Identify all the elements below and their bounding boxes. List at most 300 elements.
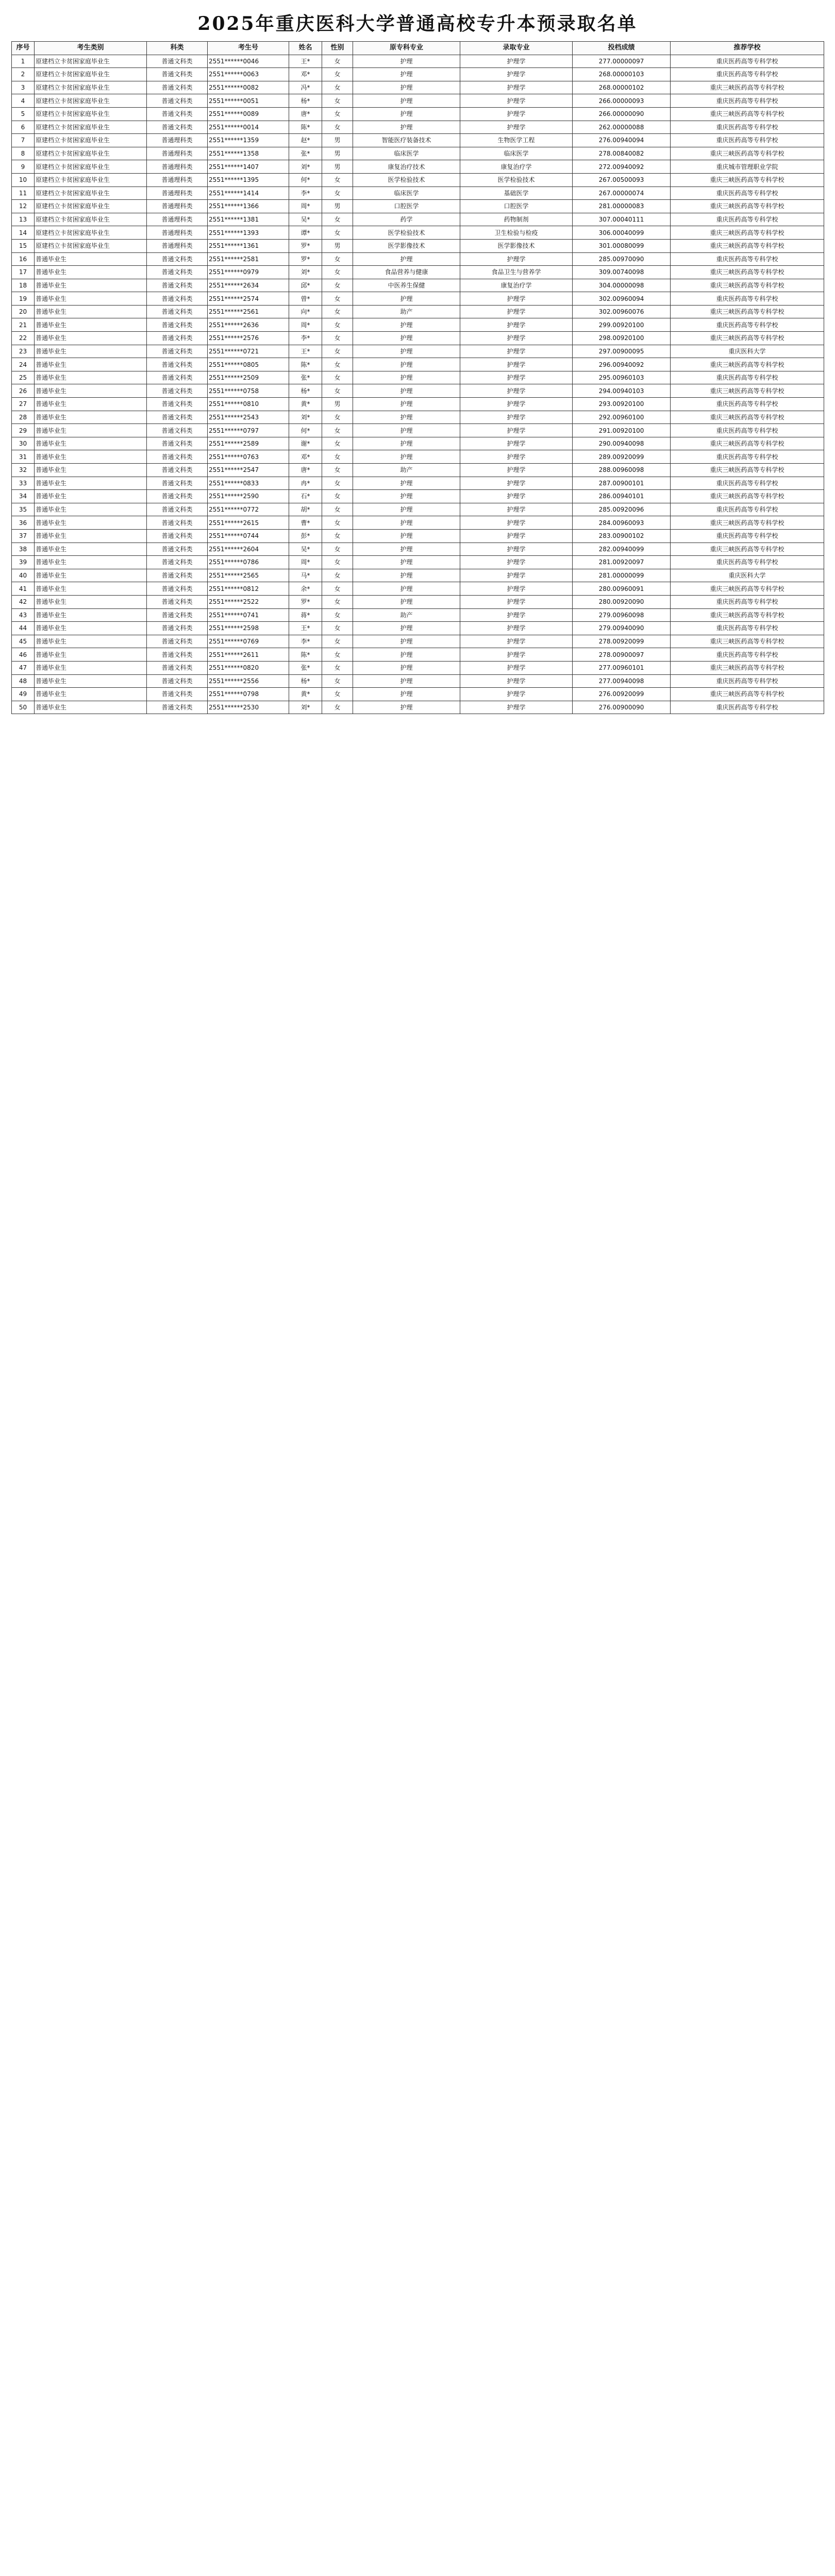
cell-orig-major: 护理 <box>353 384 460 398</box>
cell-school: 重庆三峡医药高等专科学校 <box>671 384 824 398</box>
cell-index: 14 <box>12 226 35 240</box>
cell-index: 40 <box>12 569 35 582</box>
cell-score: 280.00960091 <box>573 582 671 596</box>
cell-subject-type: 普通文科类 <box>147 252 208 266</box>
cell-exam-id: 2551******0979 <box>208 266 289 279</box>
cell-score: 277.00000097 <box>573 55 671 68</box>
cell-index: 6 <box>12 121 35 134</box>
cell-admit-major: 护理学 <box>460 582 573 596</box>
column-header-orig-major: 原专科专业 <box>353 42 460 55</box>
cell-subject-type: 普通文科类 <box>147 279 208 292</box>
cell-name: 何* <box>289 173 322 187</box>
cell-index: 41 <box>12 582 35 596</box>
cell-score: 292.00960100 <box>573 411 671 424</box>
cell-admit-major: 护理学 <box>460 477 573 490</box>
cell-gender: 女 <box>322 608 353 622</box>
cell-admit-major: 护理学 <box>460 121 573 134</box>
cell-gender: 女 <box>322 384 353 398</box>
column-header-school: 推荐学校 <box>671 42 824 55</box>
cell-name: 陈* <box>289 648 322 662</box>
cell-gender: 女 <box>322 318 353 332</box>
cell-orig-major: 护理 <box>353 635 460 648</box>
cell-exam-id: 2551******0812 <box>208 582 289 596</box>
cell-index: 16 <box>12 252 35 266</box>
table-row <box>12 608 824 622</box>
cell-score: 302.00960076 <box>573 305 671 318</box>
cell-score: 281.00000099 <box>573 569 671 582</box>
cell-orig-major: 护理 <box>353 701 460 714</box>
cell-admit-major: 护理学 <box>460 358 573 371</box>
table-row <box>12 55 824 68</box>
cell-orig-major: 护理 <box>353 68 460 81</box>
cell-name: 何* <box>289 424 322 437</box>
cell-name: 赵* <box>289 134 322 147</box>
cell-index: 21 <box>12 318 35 332</box>
cell-score: 293.00920100 <box>573 398 671 411</box>
cell-gender: 男 <box>322 160 353 174</box>
cell-admit-major: 护理学 <box>460 490 573 503</box>
cell-subject-type: 普通文科类 <box>147 107 208 121</box>
cell-gender: 女 <box>322 477 353 490</box>
cell-school: 重庆三峡医药高等专科学校 <box>671 582 824 596</box>
table-row <box>12 635 824 648</box>
cell-school: 重庆医药高等专科学校 <box>671 701 824 714</box>
cell-name: 冯* <box>289 81 322 94</box>
cell-subject-type: 普通文科类 <box>147 345 208 358</box>
cell-gender: 女 <box>322 464 353 477</box>
cell-subject-type: 普通理科类 <box>147 147 208 160</box>
cell-name: 唐* <box>289 464 322 477</box>
cell-orig-major: 护理 <box>353 477 460 490</box>
cell-name: 张* <box>289 371 322 384</box>
cell-category: 普通毕业生 <box>35 411 147 424</box>
cell-score: 281.00920097 <box>573 556 671 569</box>
cell-gender: 女 <box>322 332 353 345</box>
cell-index: 48 <box>12 674 35 688</box>
cell-index: 20 <box>12 305 35 318</box>
table-row <box>12 516 824 530</box>
cell-subject-type: 普通文科类 <box>147 318 208 332</box>
table-body <box>12 55 824 714</box>
cell-index: 27 <box>12 398 35 411</box>
column-header-exam-id: 考生号 <box>208 42 289 55</box>
cell-subject-type: 普通理科类 <box>147 134 208 147</box>
cell-gender: 女 <box>322 701 353 714</box>
cell-category: 原建档立卡贫困家庭毕业生 <box>35 55 147 68</box>
cell-subject-type: 普通文科类 <box>147 371 208 384</box>
cell-subject-type: 普通文科类 <box>147 688 208 701</box>
cell-orig-major: 护理 <box>353 516 460 530</box>
cell-exam-id: 2551******2576 <box>208 332 289 345</box>
table-row <box>12 556 824 569</box>
cell-orig-major: 护理 <box>353 674 460 688</box>
cell-school: 重庆医药高等专科学校 <box>671 674 824 688</box>
cell-gender: 女 <box>322 358 353 371</box>
cell-orig-major: 护理 <box>353 55 460 68</box>
cell-category: 普通毕业生 <box>35 701 147 714</box>
cell-category: 原建档立卡贫困家庭毕业生 <box>35 107 147 121</box>
cell-school: 重庆三峡医药高等专科学校 <box>671 279 824 292</box>
cell-gender: 女 <box>322 121 353 134</box>
cell-gender: 女 <box>322 503 353 516</box>
cell-exam-id: 2551******0833 <box>208 477 289 490</box>
table-row <box>12 200 824 213</box>
cell-admit-major: 康复治疗学 <box>460 160 573 174</box>
cell-school: 重庆三峡医药高等专科学校 <box>671 332 824 345</box>
cell-score: 267.00000074 <box>573 187 671 200</box>
cell-name: 吴* <box>289 543 322 556</box>
cell-gender: 女 <box>322 68 353 81</box>
cell-exam-id: 2551******2604 <box>208 543 289 556</box>
cell-admit-major: 护理学 <box>460 424 573 437</box>
cell-school: 重庆三峡医药高等专科学校 <box>671 239 824 252</box>
cell-subject-type: 普通文科类 <box>147 358 208 371</box>
cell-exam-id: 2551******1366 <box>208 200 289 213</box>
cell-subject-type: 普通文科类 <box>147 648 208 662</box>
cell-score: 284.00960093 <box>573 516 671 530</box>
cell-category: 普通毕业生 <box>35 358 147 371</box>
cell-exam-id: 2551******0051 <box>208 94 289 108</box>
cell-category: 原建档立卡贫困家庭毕业生 <box>35 121 147 134</box>
cell-school: 重庆三峡医药高等专科学校 <box>671 81 824 94</box>
cell-admit-major: 医学检验技术 <box>460 173 573 187</box>
cell-school: 重庆三峡医药高等专科学校 <box>671 107 824 121</box>
cell-score: 299.00920100 <box>573 318 671 332</box>
cell-exam-id: 2551******1358 <box>208 147 289 160</box>
cell-name: 彭* <box>289 529 322 543</box>
cell-index: 32 <box>12 464 35 477</box>
cell-name: 罗* <box>289 239 322 252</box>
cell-orig-major: 护理 <box>353 450 460 464</box>
cell-admit-major: 护理学 <box>460 661 573 674</box>
cell-subject-type: 普通理科类 <box>147 226 208 240</box>
cell-name: 周* <box>289 556 322 569</box>
cell-score: 290.00940098 <box>573 437 671 450</box>
cell-name: 唐* <box>289 107 322 121</box>
table-row <box>12 503 824 516</box>
cell-gender: 女 <box>322 279 353 292</box>
cell-score: 266.00000090 <box>573 107 671 121</box>
cell-category: 普通毕业生 <box>35 569 147 582</box>
cell-category: 普通毕业生 <box>35 305 147 318</box>
cell-admit-major: 护理学 <box>460 384 573 398</box>
cell-exam-id: 2551******0810 <box>208 398 289 411</box>
cell-category: 原建档立卡贫困家庭毕业生 <box>35 134 147 147</box>
cell-school: 重庆医药高等专科学校 <box>671 398 824 411</box>
cell-category: 原建档立卡贫困家庭毕业生 <box>35 226 147 240</box>
cell-score: 276.00940094 <box>573 134 671 147</box>
cell-exam-id: 2551******2565 <box>208 569 289 582</box>
cell-orig-major: 康复治疗技术 <box>353 160 460 174</box>
cell-score: 279.00960098 <box>573 608 671 622</box>
cell-name: 马* <box>289 569 322 582</box>
cell-subject-type: 普通文科类 <box>147 608 208 622</box>
cell-subject-type: 普通理科类 <box>147 213 208 226</box>
cell-score: 279.00940090 <box>573 622 671 635</box>
table-row <box>12 384 824 398</box>
cell-category: 普通毕业生 <box>35 674 147 688</box>
cell-admit-major: 护理学 <box>460 622 573 635</box>
cell-exam-id: 2551******2556 <box>208 674 289 688</box>
cell-exam-id: 2551******2598 <box>208 622 289 635</box>
cell-school: 重庆三峡医药高等专科学校 <box>671 411 824 424</box>
cell-admit-major: 护理学 <box>460 81 573 94</box>
cell-exam-id: 2551******2509 <box>208 371 289 384</box>
cell-name: 刘* <box>289 701 322 714</box>
page-title: 2025年重庆医科大学普通高校专升本预录取名单 <box>197 13 638 35</box>
cell-school: 重庆三峡医药高等专科学校 <box>671 266 824 279</box>
cell-index: 25 <box>12 371 35 384</box>
cell-admit-major: 护理学 <box>460 635 573 648</box>
cell-index: 31 <box>12 450 35 464</box>
cell-name: 吴* <box>289 213 322 226</box>
cell-gender: 女 <box>322 187 353 200</box>
cell-name: 李* <box>289 187 322 200</box>
cell-admit-major: 护理学 <box>460 371 573 384</box>
cell-admit-major: 护理学 <box>460 556 573 569</box>
cell-school: 重庆医药高等专科学校 <box>671 252 824 266</box>
cell-orig-major: 临床医学 <box>353 187 460 200</box>
cell-orig-major: 护理 <box>353 490 460 503</box>
cell-score: 277.00940098 <box>573 674 671 688</box>
table-row <box>12 450 824 464</box>
cell-index: 9 <box>12 160 35 174</box>
cell-index: 29 <box>12 424 35 437</box>
cell-school: 重庆医药高等专科学校 <box>671 292 824 306</box>
table-row <box>12 358 824 371</box>
cell-gender: 女 <box>322 411 353 424</box>
cell-orig-major: 护理 <box>353 543 460 556</box>
cell-admit-major: 护理学 <box>460 595 573 608</box>
cell-index: 22 <box>12 332 35 345</box>
cell-school: 重庆医药高等专科学校 <box>671 318 824 332</box>
cell-school: 重庆医药高等专科学校 <box>671 55 824 68</box>
table-row <box>12 688 824 701</box>
cell-score: 307.00040111 <box>573 213 671 226</box>
cell-admit-major: 护理学 <box>460 292 573 306</box>
cell-category: 普通毕业生 <box>35 450 147 464</box>
cell-admit-major: 护理学 <box>460 345 573 358</box>
cell-exam-id: 2551******2611 <box>208 648 289 662</box>
cell-gender: 女 <box>322 543 353 556</box>
cell-category: 原建档立卡贫困家庭毕业生 <box>35 200 147 213</box>
cell-exam-id: 2551******2590 <box>208 490 289 503</box>
cell-subject-type: 普通文科类 <box>147 121 208 134</box>
cell-exam-id: 2551******1414 <box>208 187 289 200</box>
cell-category: 普通毕业生 <box>35 608 147 622</box>
table-row <box>12 477 824 490</box>
cell-name: 周* <box>289 318 322 332</box>
cell-school: 重庆三峡医药高等专科学校 <box>671 543 824 556</box>
column-header-gender: 性别 <box>322 42 353 55</box>
cell-index: 36 <box>12 516 35 530</box>
cell-orig-major: 护理 <box>353 318 460 332</box>
cell-score: 286.00940101 <box>573 490 671 503</box>
cell-orig-major: 智能医疗装备技术 <box>353 134 460 147</box>
cell-admit-major: 护理学 <box>460 516 573 530</box>
cell-school: 重庆医药高等专科学校 <box>671 556 824 569</box>
column-header-score: 投档成绩 <box>573 42 671 55</box>
cell-subject-type: 普通文科类 <box>147 450 208 464</box>
admission-table <box>11 41 824 714</box>
cell-index: 5 <box>12 107 35 121</box>
cell-gender: 女 <box>322 213 353 226</box>
cell-admit-major: 卫生检验与检疫 <box>460 226 573 240</box>
cell-gender: 女 <box>322 266 353 279</box>
cell-category: 普通毕业生 <box>35 464 147 477</box>
cell-subject-type: 普通理科类 <box>147 160 208 174</box>
cell-index: 24 <box>12 358 35 371</box>
cell-gender: 女 <box>322 635 353 648</box>
cell-admit-major: 护理学 <box>460 252 573 266</box>
cell-name: 王* <box>289 55 322 68</box>
cell-score: 282.00940099 <box>573 543 671 556</box>
cell-gender: 女 <box>322 582 353 596</box>
cell-gender: 女 <box>322 569 353 582</box>
cell-subject-type: 普通文科类 <box>147 332 208 345</box>
cell-gender: 女 <box>322 173 353 187</box>
cell-exam-id: 2551******2561 <box>208 305 289 318</box>
cell-category: 原建档立卡贫困家庭毕业生 <box>35 94 147 108</box>
table-row <box>12 529 824 543</box>
cell-gender: 男 <box>322 200 353 213</box>
cell-index: 33 <box>12 477 35 490</box>
cell-exam-id: 2551******0046 <box>208 55 289 68</box>
cell-subject-type: 普通文科类 <box>147 529 208 543</box>
cell-admit-major: 护理学 <box>460 674 573 688</box>
cell-category: 普通毕业生 <box>35 384 147 398</box>
cell-name: 谢* <box>289 437 322 450</box>
table-row <box>12 398 824 411</box>
cell-exam-id: 2551******0786 <box>208 556 289 569</box>
column-header-name: 姓名 <box>289 42 322 55</box>
column-header-index: 序号 <box>12 42 35 55</box>
cell-subject-type: 普通理科类 <box>147 187 208 200</box>
cell-admit-major: 护理学 <box>460 503 573 516</box>
cell-subject-type: 普通文科类 <box>147 424 208 437</box>
cell-orig-major: 护理 <box>353 252 460 266</box>
cell-subject-type: 普通文科类 <box>147 661 208 674</box>
cell-score: 281.00000083 <box>573 200 671 213</box>
cell-exam-id: 2551******0798 <box>208 688 289 701</box>
cell-category: 原建档立卡贫困家庭毕业生 <box>35 187 147 200</box>
cell-exam-id: 2551******2547 <box>208 464 289 477</box>
cell-category: 普通毕业生 <box>35 622 147 635</box>
cell-gender: 男 <box>322 239 353 252</box>
cell-admit-major: 护理学 <box>460 398 573 411</box>
cell-exam-id: 2551******2589 <box>208 437 289 450</box>
cell-score: 283.00900102 <box>573 529 671 543</box>
cell-orig-major: 药学 <box>353 213 460 226</box>
table-row <box>12 318 824 332</box>
table-header-row <box>12 42 824 55</box>
cell-subject-type: 普通文科类 <box>147 266 208 279</box>
cell-score: 276.00900090 <box>573 701 671 714</box>
cell-score: 267.00500093 <box>573 173 671 187</box>
cell-gender: 女 <box>322 595 353 608</box>
cell-gender: 女 <box>322 107 353 121</box>
cell-school: 重庆医药高等专科学校 <box>671 371 824 384</box>
cell-subject-type: 普通理科类 <box>147 239 208 252</box>
cell-admit-major: 护理学 <box>460 688 573 701</box>
cell-exam-id: 2551******0744 <box>208 529 289 543</box>
table-row <box>12 81 824 94</box>
cell-exam-id: 2551******0820 <box>208 661 289 674</box>
cell-orig-major: 口腔医学 <box>353 200 460 213</box>
cell-school: 重庆医药高等专科学校 <box>671 121 824 134</box>
cell-school: 重庆医药高等专科学校 <box>671 622 824 635</box>
cell-name: 王* <box>289 345 322 358</box>
cell-orig-major: 助产 <box>353 608 460 622</box>
cell-subject-type: 普通文科类 <box>147 437 208 450</box>
cell-admit-major: 护理学 <box>460 437 573 450</box>
cell-subject-type: 普通文科类 <box>147 595 208 608</box>
cell-score: 285.00970090 <box>573 252 671 266</box>
cell-orig-major: 护理 <box>353 107 460 121</box>
table-row <box>12 107 824 121</box>
cell-school: 重庆医药高等专科学校 <box>671 424 824 437</box>
cell-index: 47 <box>12 661 35 674</box>
cell-index: 10 <box>12 173 35 187</box>
cell-orig-major: 护理 <box>353 569 460 582</box>
cell-score: 277.00960101 <box>573 661 671 674</box>
cell-exam-id: 2551******2522 <box>208 595 289 608</box>
cell-subject-type: 普通文科类 <box>147 635 208 648</box>
cell-score: 280.00920090 <box>573 595 671 608</box>
cell-index: 49 <box>12 688 35 701</box>
table-row <box>12 121 824 134</box>
cell-subject-type: 普通文科类 <box>147 464 208 477</box>
cell-admit-major: 生物医学工程 <box>460 134 573 147</box>
cell-subject-type: 普通文科类 <box>147 55 208 68</box>
cell-name: 邱* <box>289 279 322 292</box>
cell-gender: 女 <box>322 556 353 569</box>
cell-name: 李* <box>289 332 322 345</box>
cell-index: 34 <box>12 490 35 503</box>
cell-gender: 女 <box>322 661 353 674</box>
column-header-subject-type: 科类 <box>147 42 208 55</box>
cell-score: 276.00920099 <box>573 688 671 701</box>
cell-admit-major: 护理学 <box>460 608 573 622</box>
cell-name: 曾* <box>289 292 322 306</box>
cell-school: 重庆医科大学 <box>671 569 824 582</box>
cell-subject-type: 普通文科类 <box>147 411 208 424</box>
cell-school: 重庆医药高等专科学校 <box>671 94 824 108</box>
cell-school: 重庆三峡医药高等专科学校 <box>671 437 824 450</box>
cell-category: 普通毕业生 <box>35 661 147 674</box>
cell-category: 普通毕业生 <box>35 477 147 490</box>
cell-index: 18 <box>12 279 35 292</box>
cell-school: 重庆医药高等专科学校 <box>671 213 824 226</box>
cell-category: 原建档立卡贫困家庭毕业生 <box>35 160 147 174</box>
cell-orig-major: 护理 <box>353 345 460 358</box>
table-row <box>12 226 824 240</box>
cell-category: 普通毕业生 <box>35 582 147 596</box>
cell-gender: 女 <box>322 688 353 701</box>
table-row <box>12 437 824 450</box>
cell-category: 普通毕业生 <box>35 516 147 530</box>
cell-exam-id: 2551******1393 <box>208 226 289 240</box>
cell-name: 黄* <box>289 398 322 411</box>
cell-name: 余* <box>289 582 322 596</box>
cell-index: 3 <box>12 81 35 94</box>
cell-gender: 女 <box>322 490 353 503</box>
cell-category: 普通毕业生 <box>35 595 147 608</box>
cell-exam-id: 2551******0014 <box>208 121 289 134</box>
cell-index: 23 <box>12 345 35 358</box>
cell-admit-major: 康复治疗学 <box>460 279 573 292</box>
cell-name: 李* <box>289 635 322 648</box>
